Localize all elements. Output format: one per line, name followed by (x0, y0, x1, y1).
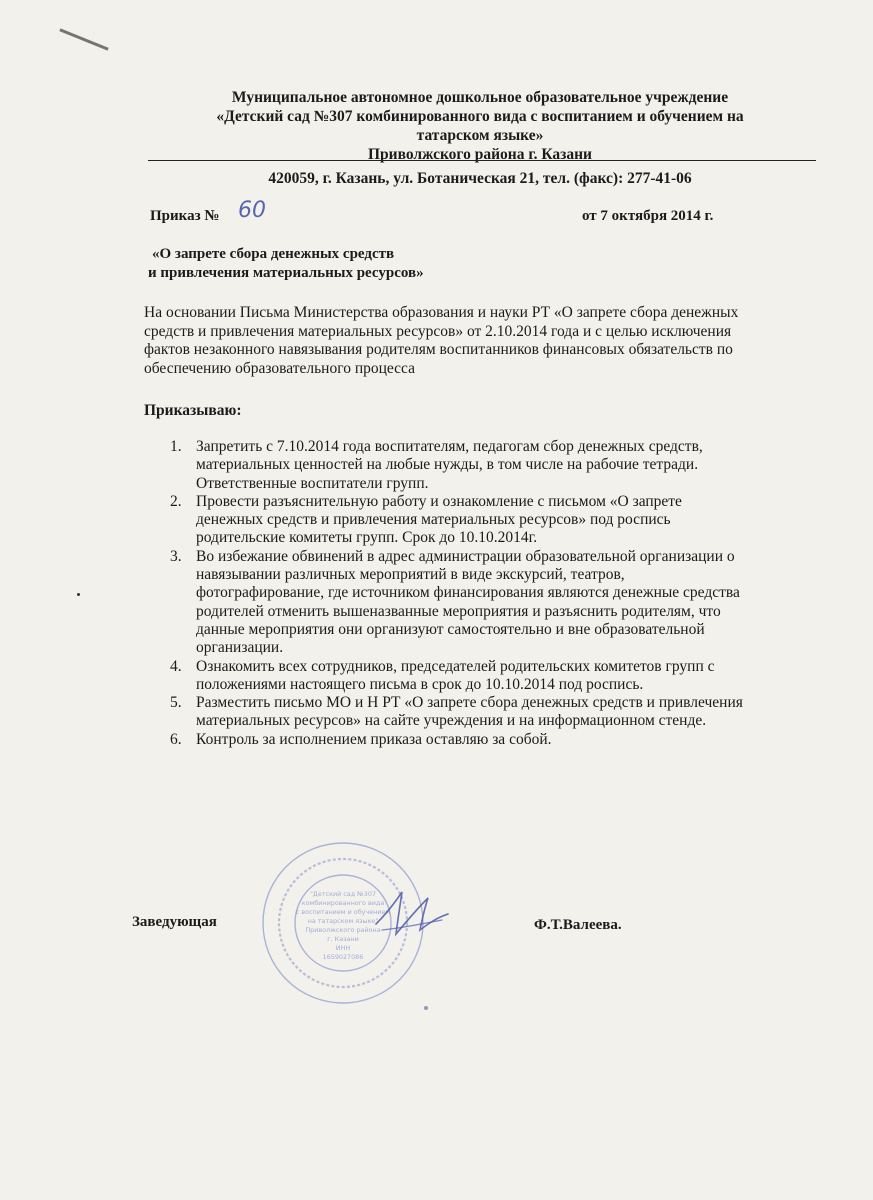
item-line: фотографирование, где источником финансирования являются денежные средства (196, 584, 740, 602)
order-item-4 (156, 658, 804, 695)
stamp-text-line: "Детский сад №307 (309, 890, 377, 898)
stamp-text-line: комбинированного вида (301, 899, 385, 907)
item-line: Ознакомить всех сотрудников, председателей родительских комитетов групп с (196, 657, 715, 675)
item-line: родительские комитеты групп. Срок до 10.10.2014г. (196, 529, 538, 547)
item-number: 5. (170, 694, 182, 712)
order-item-2 (156, 493, 804, 548)
order-title (148, 245, 568, 283)
basis-line: фактов незаконного навязывания родителям воспитанников финансовых обязательств по (144, 341, 733, 358)
order-item-1 (156, 438, 804, 493)
order-label: Приказ № (150, 208, 220, 224)
basis-line: На основании Письма Министерства образования и науки РТ «О запрете сбора денежных (144, 304, 739, 321)
order-title-line-2: и привлечения материальных ресурсов» (148, 265, 424, 281)
stamp-text-line: Приволжского района (305, 926, 381, 934)
header-divider (148, 160, 816, 161)
item-line: Ответственные воспитатели групп. (196, 474, 429, 492)
handwritten-signature (372, 884, 452, 944)
order-number-handwritten: 60 (238, 198, 266, 223)
ink-speck (424, 1006, 428, 1010)
stamp-text-line: 1659027086 (322, 953, 364, 961)
item-line: Разместить письмо МО и Н РТ «О запрете сбора денежных средств и привлечения (196, 694, 743, 712)
order-items-list (156, 438, 804, 749)
header-line-2: «Детский сад №307 комбинированного вида с воспитанием и обучением на (216, 108, 744, 125)
item-line: материальных ресурсов» на сайте учреждения и на информационном стенде. (196, 712, 707, 730)
stamp-text-line: ИНН (335, 944, 351, 952)
item-line: положениями настоящего письма в срок до 10.10.2014 под роспись. (196, 675, 644, 693)
order-item-6 (156, 731, 804, 749)
item-line: материальных ценностей на любые нужды, в том числе на рабочие тетради. (196, 456, 699, 474)
stamp-text-line: г. Казани (327, 935, 359, 943)
order-item-3 (156, 548, 804, 658)
signature-stroke (376, 892, 448, 934)
stamp-text-line: с воспитанием и обучением (295, 908, 391, 916)
stamp-text-line: на татарском языке" (307, 917, 379, 925)
item-number: 2. (170, 492, 182, 510)
item-line: родителей отменить вышеназванные мероприятия и разъяснить родителям, что (196, 602, 721, 620)
institution-address: 420059, г. Казань, ул. Ботаническая 21, тел. (факс): 277-41-06 (268, 170, 692, 187)
item-line: навязывании различных мероприятий в виде экскурсий, театров, (196, 566, 625, 584)
item-line: Провести разъяснительную работу и ознакомление с письмом «О запрете (196, 492, 682, 510)
signature-stroke (382, 920, 442, 930)
institution-header (150, 88, 810, 164)
basis-line: средств и привлечения материальных ресурсов» от 2.10.2014 года и с целью исключения (144, 322, 732, 340)
scan-artifact-mark (59, 28, 108, 50)
scan-speck (77, 593, 80, 596)
item-line: организации. (196, 639, 284, 657)
item-line: данные мероприятия они организуют самостоятельно и вне образовательной (196, 620, 705, 638)
item-number: 6. (170, 730, 182, 748)
header-line-3: татарском языке» (416, 127, 544, 144)
item-number: 4. (170, 657, 182, 675)
signatory-role: Заведующая (132, 914, 217, 930)
item-number: 1. (170, 438, 182, 455)
basis-line: обеспечению образовательного процесса (144, 359, 416, 377)
order-basis-paragraph (144, 304, 809, 378)
order-item-5 (156, 694, 804, 731)
order-row (150, 200, 750, 226)
signatory-name: Ф.Т.Валеева. (534, 917, 622, 933)
item-line: Во избежание обвинений в адрес администрации образовательной организации о (196, 547, 735, 565)
item-number: 3. (170, 547, 182, 565)
item-line: Контроль за исполнением приказа оставляю за собой. (196, 730, 552, 748)
header-line-1: Муниципальное автономное дошкольное образовательное учреждение (231, 89, 729, 106)
order-date: от 7 октября 2014 г. (582, 208, 714, 224)
item-line: Запретить с 7.10.2014 года воспитателям, педагогам сбор денежных средств, (196, 438, 703, 455)
decree-label: Приказываю: (144, 402, 242, 419)
header-line-4: Приволжского района г. Казани (368, 146, 592, 163)
order-title-line-1: «О запрете сбора денежных средств (152, 246, 395, 262)
item-line: денежных средств и привлечения материальных ресурсов» под роспись (196, 511, 671, 529)
